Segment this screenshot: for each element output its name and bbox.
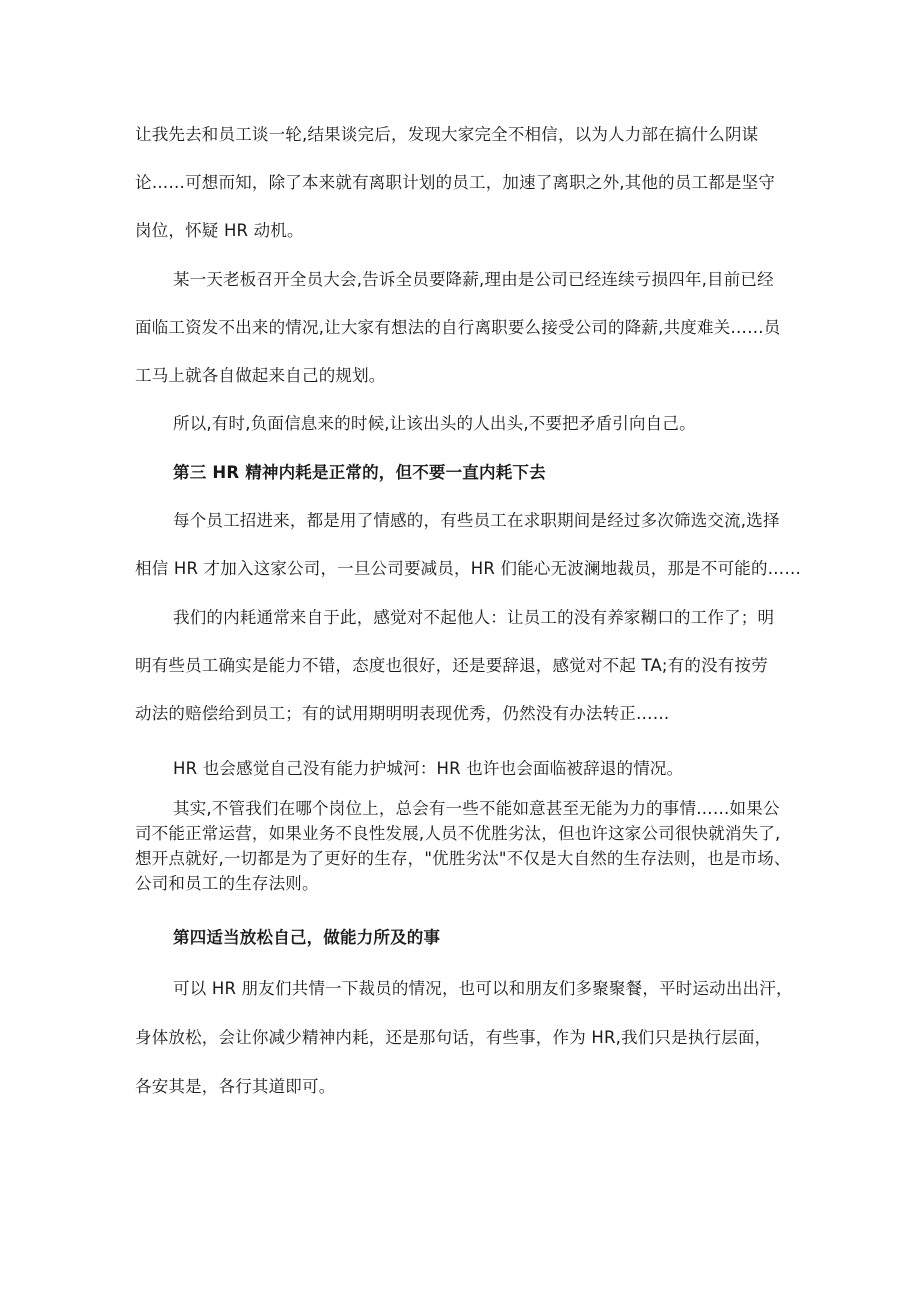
- paragraph-line: 工马上就各自做起来自己的规划。: [135, 366, 386, 385]
- paragraph-line: 其实,不管我们在哪个岗位上，总会有一些不能如意甚至无能为力的事情……如果公: [173, 799, 780, 818]
- paragraph-line: 可以 HR 朋友们共情一下裁员的情况，也可以和朋友们多聚聚餐，平时运动出出汗，: [173, 979, 793, 998]
- paragraph-line: 相信 HR 才加入这家公司，一旦公司要减员，HR 们能心无波澜地裁员，那是不可能的……: [135, 559, 802, 578]
- section-heading: 第三 HR 精神内耗是正常的，但不要一直内耗下去: [173, 463, 546, 482]
- paragraph-line: 面临工资发不出来的情况,让大家有想法的自行离职要么接受公司的降薪,共度难关……员: [135, 318, 781, 337]
- paragraph-line: 我们的内耗通常来自于此，感觉对不起他人：让员工的没有养家糊口的工作了；明: [173, 608, 775, 627]
- paragraph-line: 岗位，怀疑 HR 动机。: [135, 221, 304, 240]
- paragraph-line: 论……可想而知，除了本来就有离职计划的员工，加速了离职之外,其他的员工都是坚守: [135, 173, 776, 192]
- paragraph-line: 某一天老板召开全员大会,告诉全员要降薪,理由是公司已经连续亏损四年,目前已经: [173, 270, 774, 289]
- paragraph-line: 让我先去和员工谈一轮,结果谈完后，发现大家完全不相信，以为人力部在搞什么阴谋: [135, 125, 759, 144]
- paragraph-line: 动法的赔偿给到员工；有的试用期明明表现优秀，仍然没有办法转正……: [135, 704, 670, 723]
- paragraph-line: HR 也会感觉自己没有能力护城河：HR 也许也会面临被辞退的情况。: [173, 759, 684, 778]
- section-heading: 第四适当放松自己，做能力所及的事: [173, 928, 441, 947]
- paragraph-line: 每个员工招进来，都是用了情感的，有些员工在求职期间是经过多次筛选交流,选择: [173, 511, 780, 530]
- paragraph-line: 所以,有时,负面信息来的时候,让该出头的人出头,不要把矛盾引向自己。: [173, 414, 696, 433]
- paragraph-line: 身体放松，会让你减少精神内耗，还是那句话，有些事，作为 HR,我们只是执行层面，: [135, 1028, 772, 1047]
- paragraph-line: 明有些员工确实是能力不错，态度也很好，还是要辞退，感觉对不起 TA;有的没有按劳: [135, 656, 768, 675]
- paragraph-line: 司不能正常运营，如果业务不良性发展,人员不优胜劣汰，但也许这家公司很快就消失了,: [135, 824, 781, 843]
- paragraph-line: 公司和员工的生存法则。: [135, 874, 319, 893]
- paragraph-line: 各安其是，各行其道即可。: [135, 1077, 336, 1096]
- paragraph-line: 想开点就好,一切都是为了更好的生存，"优胜劣汰"不仅是大自然的生存法则，也是市场、: [135, 849, 791, 868]
